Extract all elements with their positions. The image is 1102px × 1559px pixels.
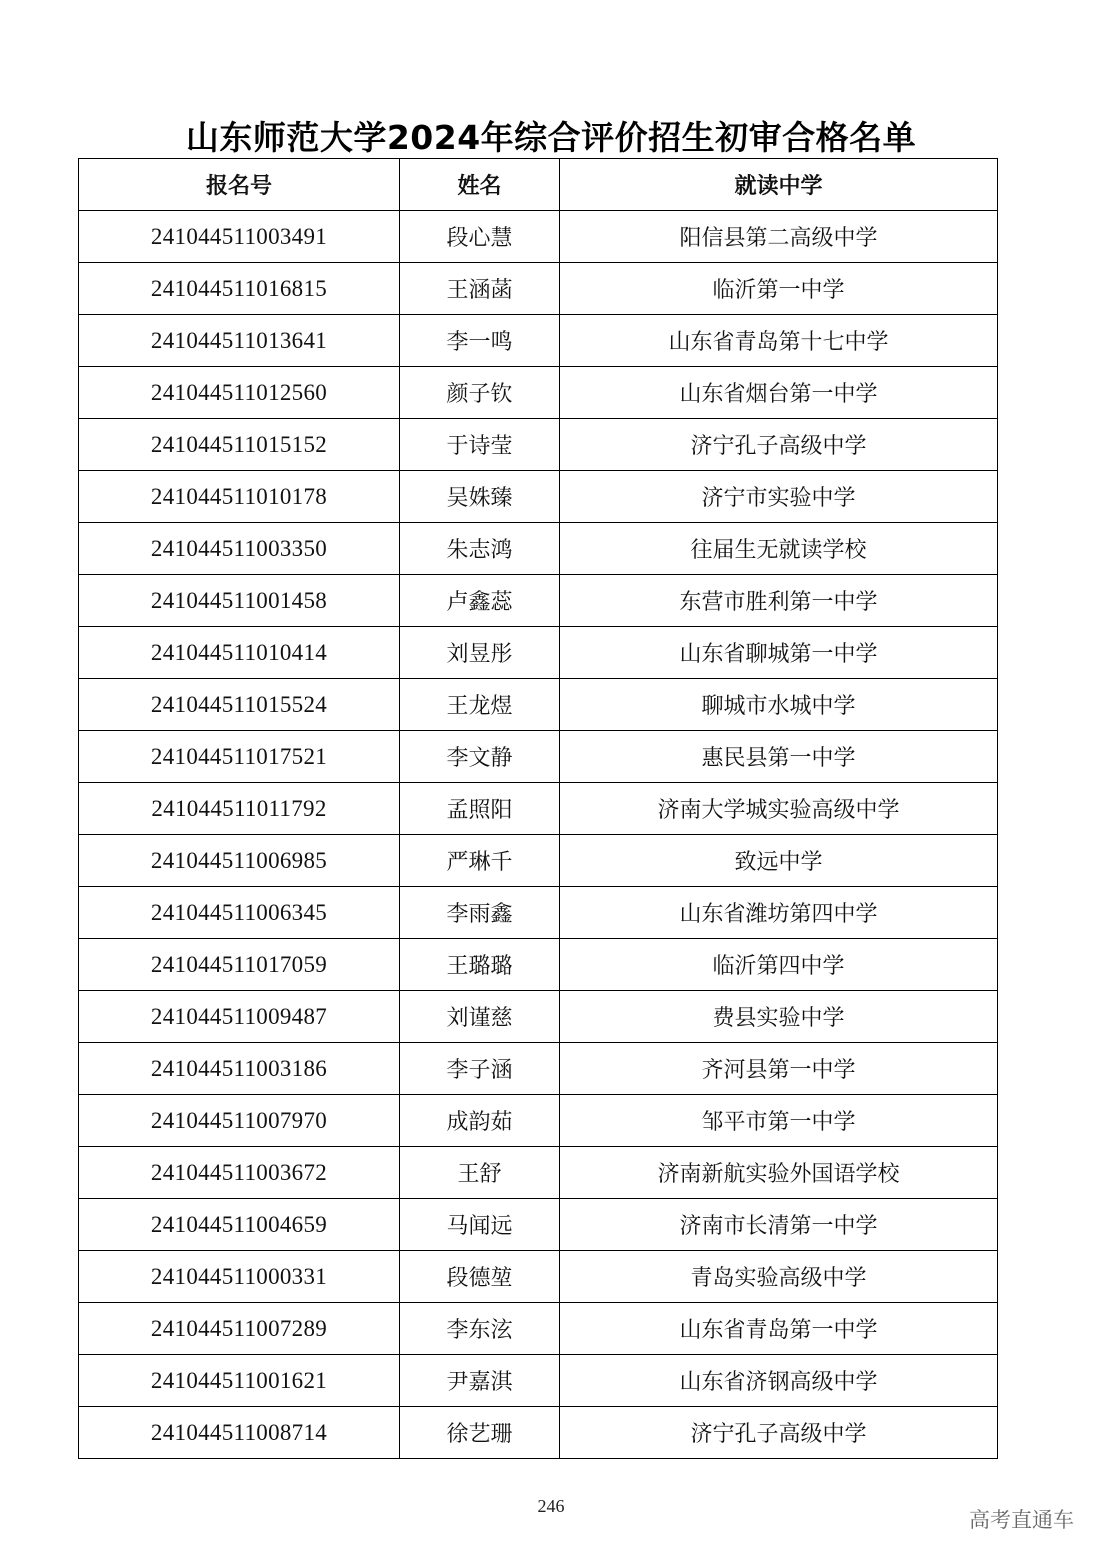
table-row bbox=[79, 1407, 998, 1459]
school-cell: 山东省济钢高级中学 bbox=[560, 1355, 998, 1407]
school-cell: 齐河县第一中学 bbox=[560, 1043, 998, 1095]
header-registration-number: 报名号 bbox=[79, 159, 400, 211]
registration-number-cell: 241044511000331 bbox=[79, 1251, 400, 1303]
student-name-cell: 尹嘉淇 bbox=[400, 1355, 560, 1407]
student-name-cell: 刘谨慈 bbox=[400, 991, 560, 1043]
registration-number-cell: 241044511003186 bbox=[79, 1043, 400, 1095]
student-name-cell: 刘昱彤 bbox=[400, 627, 560, 679]
header-name: 姓名 bbox=[400, 159, 560, 211]
registration-number-cell: 241044511015152 bbox=[79, 419, 400, 471]
student-name-cell: 李一鸣 bbox=[400, 315, 560, 367]
table-row bbox=[79, 211, 998, 263]
table-row bbox=[79, 627, 998, 679]
student-name-cell: 朱志鸿 bbox=[400, 523, 560, 575]
student-name-cell: 李子涵 bbox=[400, 1043, 560, 1095]
student-name-cell: 王涵菡 bbox=[400, 263, 560, 315]
school-cell: 临沂第四中学 bbox=[560, 939, 998, 991]
table-body bbox=[79, 211, 998, 1459]
school-cell: 邹平市第一中学 bbox=[560, 1095, 998, 1147]
table-row bbox=[79, 1303, 998, 1355]
school-cell: 惠民县第一中学 bbox=[560, 731, 998, 783]
table-header-row bbox=[79, 159, 998, 211]
school-cell: 聊城市水城中学 bbox=[560, 679, 998, 731]
student-name-cell: 成韵茹 bbox=[400, 1095, 560, 1147]
school-cell: 阳信县第二高级中学 bbox=[560, 211, 998, 263]
school-cell: 济南新航实验外国语学校 bbox=[560, 1147, 998, 1199]
table-row bbox=[79, 1147, 998, 1199]
school-cell: 费县实验中学 bbox=[560, 991, 998, 1043]
student-name-cell: 于诗莹 bbox=[400, 419, 560, 471]
registration-number-cell: 241044511006985 bbox=[79, 835, 400, 887]
registration-number-cell: 241044511004659 bbox=[79, 1199, 400, 1251]
student-name-cell: 王璐璐 bbox=[400, 939, 560, 991]
registration-number-cell: 241044511016815 bbox=[79, 263, 400, 315]
student-name-cell: 颜子钦 bbox=[400, 367, 560, 419]
student-name-cell: 段德堃 bbox=[400, 1251, 560, 1303]
table-row bbox=[79, 783, 998, 835]
school-cell: 济宁孔子高级中学 bbox=[560, 1407, 998, 1459]
student-name-cell: 严琳千 bbox=[400, 835, 560, 887]
school-cell: 临沂第一中学 bbox=[560, 263, 998, 315]
school-cell: 济宁市实验中学 bbox=[560, 471, 998, 523]
table-row bbox=[79, 367, 998, 419]
document-title: 山东师范大学2024年综合评价招生初审合格名单 bbox=[185, 118, 917, 157]
student-name-cell: 孟照阳 bbox=[400, 783, 560, 835]
table-row bbox=[79, 419, 998, 471]
registration-number-cell: 241044511013641 bbox=[79, 315, 400, 367]
table-row bbox=[79, 1251, 998, 1303]
table-row bbox=[79, 1355, 998, 1407]
table-row bbox=[79, 471, 998, 523]
student-name-cell: 卢鑫蕊 bbox=[400, 575, 560, 627]
table-row bbox=[79, 575, 998, 627]
watermark: 高考直通车 bbox=[969, 1508, 1074, 1532]
registration-number-cell: 241044511010178 bbox=[79, 471, 400, 523]
registration-number-cell: 241044511017521 bbox=[79, 731, 400, 783]
table-row bbox=[79, 679, 998, 731]
registration-number-cell: 241044511007289 bbox=[79, 1303, 400, 1355]
student-name-cell: 吴姝臻 bbox=[400, 471, 560, 523]
table-row bbox=[79, 1199, 998, 1251]
registration-number-cell: 241044511010414 bbox=[79, 627, 400, 679]
school-cell: 济南市长清第一中学 bbox=[560, 1199, 998, 1251]
table-row bbox=[79, 939, 998, 991]
school-cell: 东营市胜利第一中学 bbox=[560, 575, 998, 627]
registration-number-cell: 241044511003672 bbox=[79, 1147, 400, 1199]
registration-number-cell: 241044511017059 bbox=[79, 939, 400, 991]
registration-number-cell: 241044511015524 bbox=[79, 679, 400, 731]
student-name-cell: 马闻远 bbox=[400, 1199, 560, 1251]
school-cell: 致远中学 bbox=[560, 835, 998, 887]
school-cell: 山东省青岛第一中学 bbox=[560, 1303, 998, 1355]
registration-number-cell: 241044511011792 bbox=[79, 783, 400, 835]
registration-number-cell: 241044511007970 bbox=[79, 1095, 400, 1147]
header-school: 就读中学 bbox=[560, 159, 998, 211]
admission-list-table bbox=[78, 158, 998, 1459]
registration-number-cell: 241044511003350 bbox=[79, 523, 400, 575]
registration-number-cell: 241044511001458 bbox=[79, 575, 400, 627]
registration-number-cell: 241044511006345 bbox=[79, 887, 400, 939]
school-cell: 山东省潍坊第四中学 bbox=[560, 887, 998, 939]
table-row bbox=[79, 263, 998, 315]
student-name-cell: 李文静 bbox=[400, 731, 560, 783]
student-name-cell: 李东泫 bbox=[400, 1303, 560, 1355]
table-row bbox=[79, 1095, 998, 1147]
table-row bbox=[79, 835, 998, 887]
student-name-cell: 王龙煜 bbox=[400, 679, 560, 731]
student-name-cell: 段心慧 bbox=[400, 211, 560, 263]
school-cell: 济南大学城实验高级中学 bbox=[560, 783, 998, 835]
table-row bbox=[79, 991, 998, 1043]
school-cell: 山东省青岛第十七中学 bbox=[560, 315, 998, 367]
page-number: 246 bbox=[537, 1496, 565, 1516]
school-cell: 山东省聊城第一中学 bbox=[560, 627, 998, 679]
table-row bbox=[79, 731, 998, 783]
registration-number-cell: 241044511012560 bbox=[79, 367, 400, 419]
table-row bbox=[79, 1043, 998, 1095]
registration-number-cell: 241044511009487 bbox=[79, 991, 400, 1043]
school-cell: 山东省烟台第一中学 bbox=[560, 367, 998, 419]
school-cell: 往届生无就读学校 bbox=[560, 523, 998, 575]
school-cell: 青岛实验高级中学 bbox=[560, 1251, 998, 1303]
registration-number-cell: 241044511008714 bbox=[79, 1407, 400, 1459]
school-cell: 济宁孔子高级中学 bbox=[560, 419, 998, 471]
registration-number-cell: 241044511001621 bbox=[79, 1355, 400, 1407]
table-row bbox=[79, 887, 998, 939]
table-row bbox=[79, 315, 998, 367]
student-name-cell: 李雨鑫 bbox=[400, 887, 560, 939]
registration-number-cell: 241044511003491 bbox=[79, 211, 400, 263]
student-name-cell: 王舒 bbox=[400, 1147, 560, 1199]
table-row bbox=[79, 523, 998, 575]
student-name-cell: 徐艺珊 bbox=[400, 1407, 560, 1459]
